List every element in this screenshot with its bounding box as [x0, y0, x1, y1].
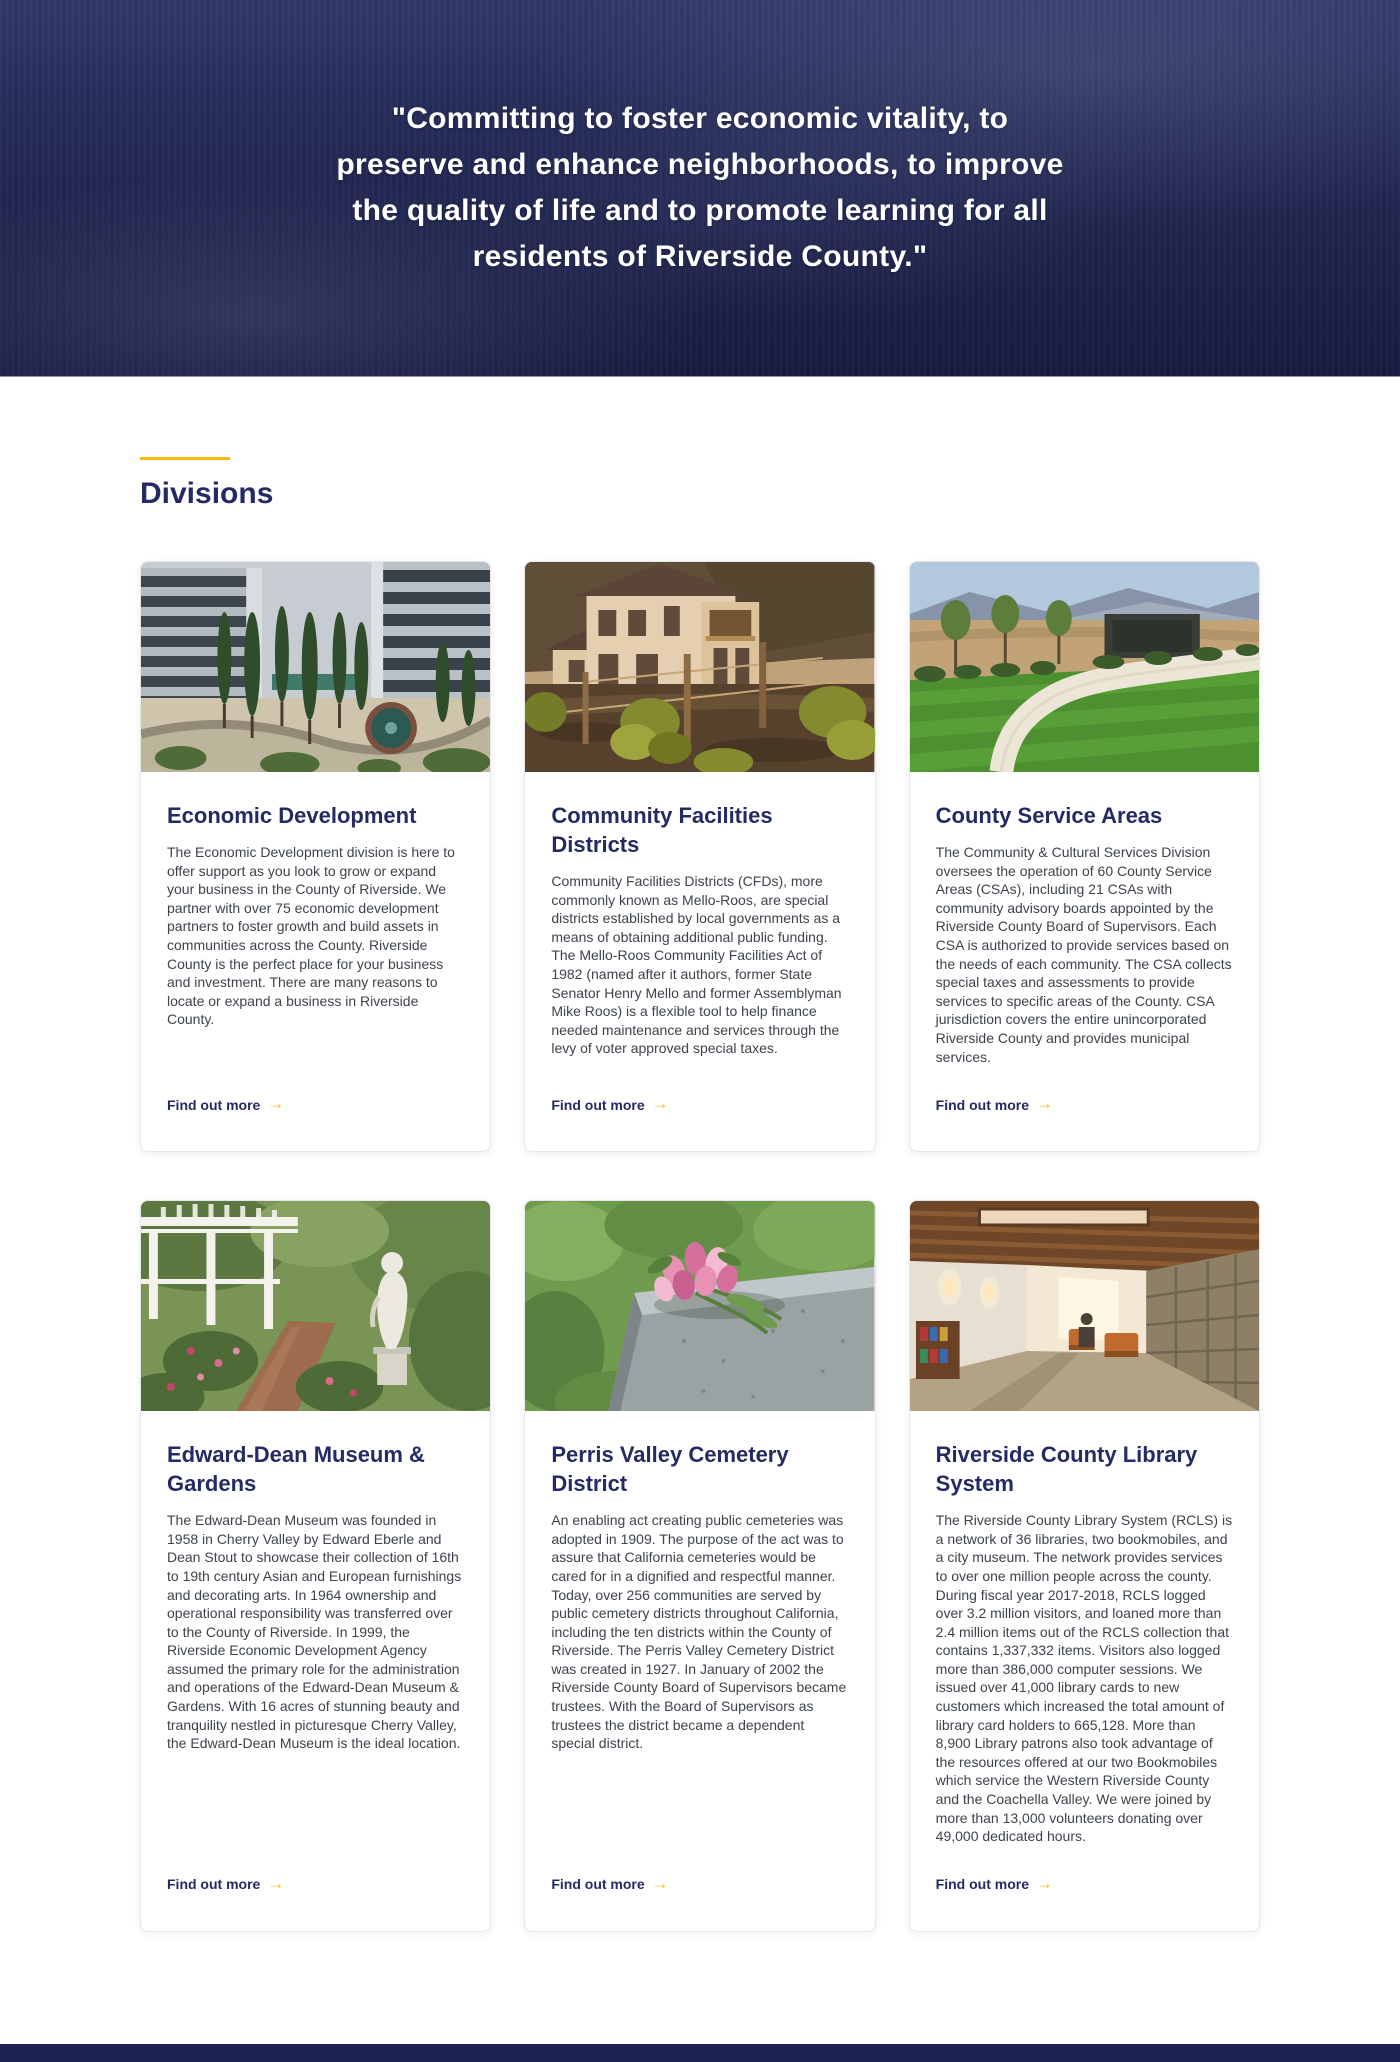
- division-card-description: An enabling act creating public cemeteries was adopted in 1909. The purpose of the act was to assure that California cemeteries would be cared for in a dignified and respectful manner. Today, over 256 communities are served by public cemetery districts throughout California, including the ten districts within the County of Riverside. The Perris Valley Cemetery District was created in 1927. In January of 2002 the Riverside County Board of Supervisors became trustees. With the Board of Supervisors as trustees the district became a dependent special district.: [551, 1512, 847, 1752]
- find-out-more-label: Find out more: [551, 1096, 645, 1113]
- find-out-more-link[interactable]: [167, 1846, 284, 1893]
- arrow-right-icon: →: [1035, 1094, 1053, 1114]
- division-card-description: The Edward-Dean Museum was founded in 1958 in Cherry Valley by Edward Eberle and Dean Stout to showcase their collection of 16th to 19th century Asian and European furnishings and decorating arts. In 1964 ownership and operational responsibility was transferred over to the County of Riverside. In 1999, the Riverside Economic Development Agency assumed the primary role for the administration and operations of the Edward-Dean Museum & Gardens. With 16 acres of stunning beauty and tranquility nestled in picturesque Cherry Valley, the Edward-Dean Museum is the ideal location.: [167, 1512, 462, 1752]
- division-card-economic-development: [140, 561, 491, 1152]
- arrow-right-icon: →: [1035, 1873, 1053, 1893]
- find-out-more-label: Find out more: [935, 1876, 1029, 1893]
- find-out-more-link[interactable]: [551, 1066, 668, 1113]
- office-plaza-photo: [141, 562, 490, 772]
- division-card-description: Community Facilities Districts (CFDs), more commonly known as Mello-Roos, are special districts established by local governments as a means of obtaining additional public funding. The Mello-Roos Community Facilities Act of 1982 (named after it authors, former State Senator Henry Mello and former Assemblyman Mike Roos) is a flexible tool to help finance needed maintenance and services through the levy of voter approved special taxes.: [551, 873, 842, 1057]
- divisions-section: [140, 377, 1260, 1934]
- division-card-description: The Community & Cultural Services Division oversees the operation of 60 County Service Areas (CSAs), including 21 CSAs with community advisory boards appointed by the Riverside County Board of Supervisors. Each CSA is authorized to provide services based on the needs of each community. The CSA collects special taxes and assessments to provide services to specific areas of the County. CSA jurisdiction covers the entire unincorporated Riverside County and provides municipal services.: [935, 844, 1232, 1065]
- mission-quote: "Committing to foster economic vitality, to preserve and enhance neighborhoods, to improve the quality of life and to promote learning for all residents of Riverside County.": [336, 102, 1064, 273]
- division-card-title: Perris Valley Cemetery District: [551, 1442, 789, 1497]
- gold-accent-line: [140, 457, 230, 460]
- arrow-right-icon: →: [267, 1873, 285, 1893]
- hero-banner: [0, 0, 1400, 377]
- park-lawn-photo: [910, 562, 1259, 772]
- division-card-title: County Service Areas: [935, 803, 1163, 828]
- divisions-card-grid: [140, 561, 1260, 1934]
- division-card-perris-valley-cemetery: [524, 1200, 875, 1932]
- division-card-description: The Economic Development division is here to offer support as you look to grow or expand your business in the County of Riverside. We partner with over 75 economic development partners to foster growth and build assets in communities across the County. Riverside County is the perfect place for your business and investment. There are many reasons to locate or expand a business in Riverside County.: [167, 844, 455, 1028]
- find-out-more-link[interactable]: [936, 1846, 1053, 1893]
- find-out-more-label: Find out more: [167, 1876, 261, 1893]
- arrow-right-icon: →: [651, 1094, 669, 1114]
- house-vineyard-photo: [525, 562, 874, 772]
- find-out-more-link[interactable]: [167, 1066, 284, 1113]
- find-out-more-link[interactable]: [936, 1066, 1053, 1113]
- division-card-title: Riverside County Library System: [935, 1442, 1198, 1497]
- division-card-title: Community Facilities Districts: [551, 803, 773, 857]
- division-card-description: The Riverside County Library System (RCLS) is a network of 36 libraries, two bookmobiles, and a city museum. The network provides services to over one million people across the county. During fiscal year 2017-2018, RCLS logged over 3.2 million visitors, and loaned more than 2.4 million items out of the RCLS collection that contains 1,337,332 items. Visitors also logged more than 386,000 computer sessions. We issued over 41,000 library cards to new customers which increased the total amount of library card holders to 665,128. More than 8,900 Library patrons also took advantage of the resources offered at our two Bookmobiles which service the Western Riverside County and the Coachella Valley. We were joined by more than 13,000 volunteers donating over 49,000 dedicated hours.: [935, 1512, 1233, 1845]
- division-card-county-service-areas: [909, 561, 1260, 1152]
- arrow-right-icon: →: [651, 1873, 669, 1893]
- division-card-library-system: [909, 1200, 1260, 1932]
- find-out-more-label: Find out more: [551, 1876, 645, 1893]
- garden-statue-photo: [141, 1201, 490, 1411]
- division-card-title: Economic Development: [167, 803, 417, 828]
- find-out-more-link[interactable]: [551, 1846, 668, 1893]
- divisions-heading: Divisions: [140, 477, 274, 510]
- division-card-community-facilities-districts: [524, 561, 875, 1152]
- find-out-more-label: Find out more: [167, 1096, 261, 1113]
- library-interior-photo: [910, 1201, 1259, 1411]
- arrow-right-icon: →: [267, 1094, 285, 1114]
- find-out-more-label: Find out more: [935, 1096, 1029, 1113]
- footer-bar: [0, 2044, 1400, 2062]
- cemetery-flowers-photo: [525, 1201, 874, 1411]
- division-card-title: Edward-Dean Museum & Gardens: [167, 1442, 425, 1497]
- division-card-edward-dean-museum: [140, 1200, 491, 1932]
